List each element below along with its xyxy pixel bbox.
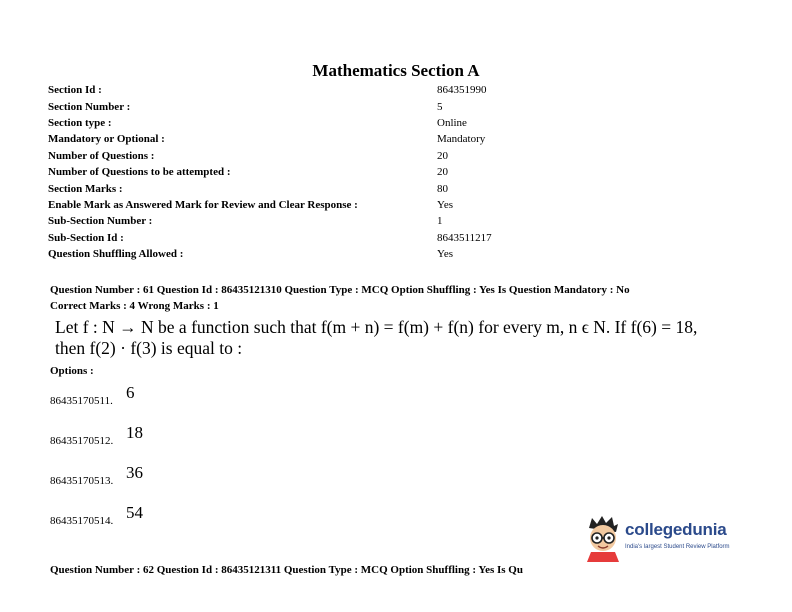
section-info-label: Number of Questions to be attempted : [48, 166, 231, 178]
option-value: 6 [126, 383, 135, 402]
logo-wordmark: collegedunia [625, 520, 727, 539]
options-label: Options : [50, 365, 94, 377]
option-value: 18 [126, 423, 143, 442]
option-id: 86435170514. [50, 515, 114, 527]
question-text [55, 317, 775, 359]
next-question-header: Question Number : 62 Question Id : 86435121311 Question Type : MCQ Option Shuffling : Yes Is Qu [50, 564, 523, 576]
section-info-value: 5 [437, 101, 443, 113]
question-text-line: Let f : N → N be a function such that f(m + n) = f(m) + f(n) for every m, n ϵ N. If f(6) = 18, [55, 317, 698, 337]
section-info-row [48, 215, 608, 231]
section-info-row [48, 166, 608, 182]
section-info-label: Section Number : [48, 101, 131, 113]
question-marks: Correct Marks : 4 Wrong Marks : 1 [50, 300, 219, 312]
section-info-value: 864351990 [437, 84, 487, 96]
option-id: 86435170511. [50, 395, 113, 407]
section-info-label: Section Marks : [48, 183, 123, 195]
section-info-row [48, 117, 608, 133]
section-info-row [48, 101, 608, 117]
section-info-value: Yes [437, 248, 454, 260]
logo-tagline: India's largest Student Review Platform [625, 544, 730, 550]
option-value: 54 [126, 503, 143, 522]
section-info-row [48, 150, 608, 166]
question-header: Question Number : 61 Question Id : 86435121310 Question Type : MCQ Option Shuffling : Yes Is Question Mandatory : No [50, 284, 630, 296]
mascot-icon [583, 514, 623, 562]
option-id: 86435170512. [50, 435, 114, 447]
section-info-label: Enable Mark as Answered Mark for Review and Clear Response : [48, 199, 358, 211]
section-info-value: 1 [437, 215, 443, 227]
section-info-row [48, 133, 608, 149]
option-id: 86435170513. [50, 475, 114, 487]
option-value: 36 [126, 463, 143, 482]
section-info-label: Question Shuffling Allowed : [48, 248, 184, 260]
section-info-row [48, 84, 608, 100]
section-info-value: 20 [437, 166, 448, 178]
section-info-value: 80 [437, 183, 448, 195]
section-info-row [48, 199, 608, 215]
section-info-value: Online [437, 117, 467, 129]
section-info-value: 8643511217 [437, 232, 492, 244]
section-info-row [48, 183, 608, 199]
section-info-value: Mandatory [437, 133, 486, 145]
question-text-line: then f(2) · f(3) is equal to : [55, 338, 243, 358]
section-info-label: Section type : [48, 117, 112, 129]
collegedunia-logo [583, 514, 743, 564]
section-info-label: Sub-Section Number : [48, 215, 153, 227]
section-info-value: 20 [437, 150, 448, 162]
section-info-row [48, 232, 608, 248]
section-info-label: Mandatory or Optional : [48, 133, 165, 145]
section-info-label: Sub-Section Id : [48, 232, 124, 244]
page-title: Mathematics Section A [312, 61, 480, 80]
section-info-value: Yes [437, 199, 454, 211]
section-info-label: Section Id : [48, 84, 102, 96]
section-info-label: Number of Questions : [48, 150, 155, 162]
section-info-row [48, 248, 608, 264]
